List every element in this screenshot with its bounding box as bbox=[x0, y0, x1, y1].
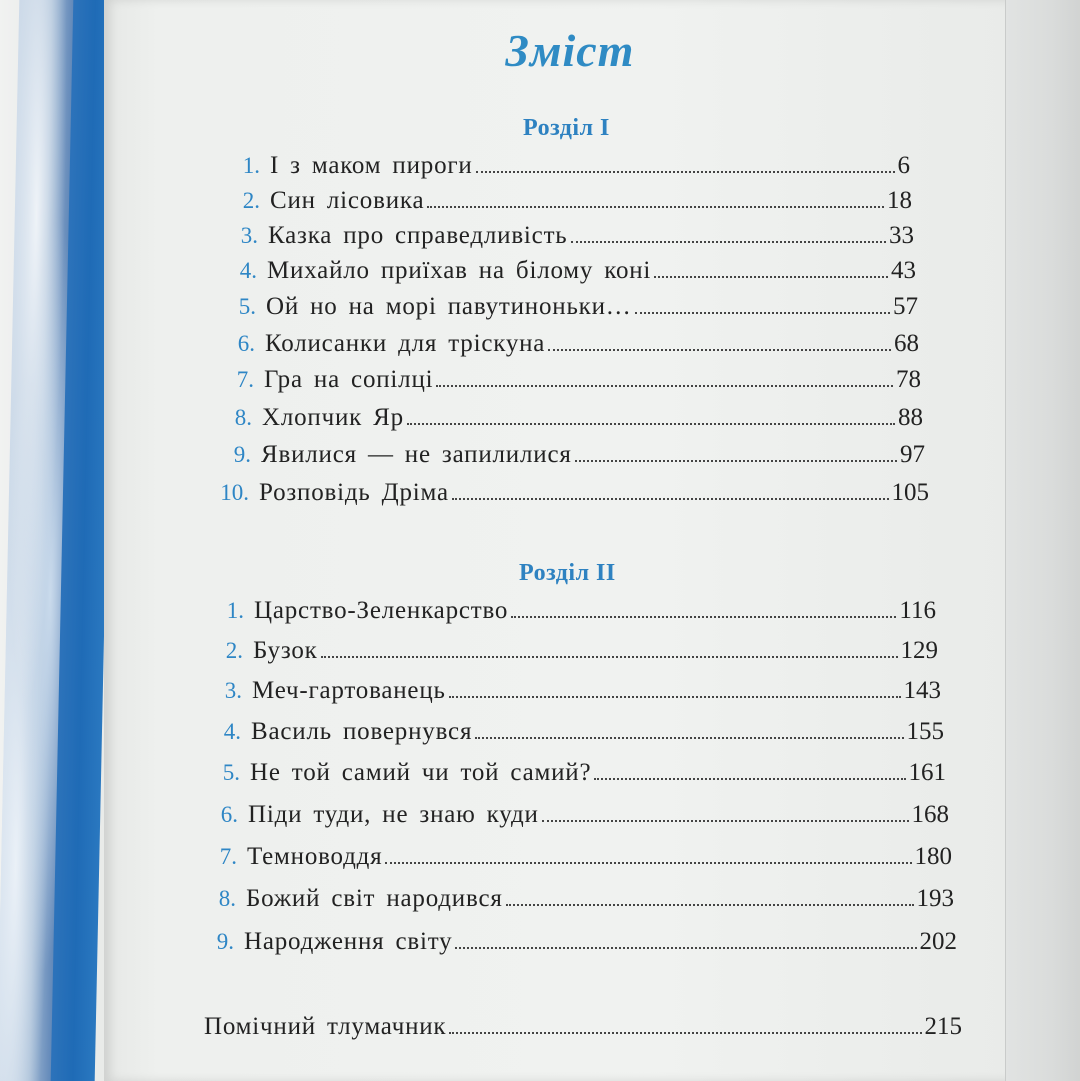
toc-item-title: Меч-гартованець bbox=[252, 677, 446, 704]
dot-leader bbox=[407, 422, 895, 425]
toc-item-page: 129 bbox=[900, 637, 938, 664]
dot-leader bbox=[449, 695, 901, 698]
toc-item-page: 78 bbox=[896, 366, 921, 393]
dot-leader bbox=[475, 736, 903, 739]
toc-item-page: 57 bbox=[893, 293, 918, 320]
dot-leader bbox=[455, 946, 916, 949]
toc-item-title: Син лісовика bbox=[270, 187, 425, 214]
toc-item-title: Явилися — не запилилися bbox=[261, 441, 572, 468]
dot-leader bbox=[654, 275, 888, 278]
glossary-title: Помічний тлумачник bbox=[204, 1013, 447, 1040]
toc-item-number: 1. bbox=[226, 598, 244, 623]
toc-item[interactable] bbox=[205, 479, 929, 515]
toc-item-number: 1. bbox=[242, 153, 260, 178]
toc-item-title: Народження світу bbox=[244, 928, 453, 955]
toc-item[interactable] bbox=[214, 597, 936, 633]
glossary-page: 215 bbox=[924, 1013, 962, 1040]
dot-leader bbox=[542, 819, 909, 822]
toc-item-page: 43 bbox=[891, 257, 916, 284]
dot-leader bbox=[548, 348, 891, 351]
toc-item-number: 10. bbox=[220, 480, 249, 505]
toc-item[interactable] bbox=[220, 222, 914, 258]
toc-glossary[interactable] bbox=[204, 1013, 962, 1049]
toc-item-number: 9. bbox=[216, 929, 234, 954]
toc-item-title: Казка про справедливість bbox=[268, 222, 568, 249]
toc-item-title: Бузок bbox=[253, 637, 318, 664]
toc-item-number: 6. bbox=[220, 802, 238, 827]
dot-leader bbox=[476, 170, 895, 173]
dot-leader bbox=[506, 903, 914, 906]
toc-item-title: Розповідь Дріма bbox=[259, 479, 449, 506]
toc-item[interactable] bbox=[208, 801, 949, 837]
dot-leader bbox=[571, 240, 886, 243]
section-2-heading: Розділ II bbox=[519, 560, 616, 586]
toc-item-title: Гра на сопілці bbox=[264, 366, 434, 393]
toc-item[interactable] bbox=[212, 677, 941, 713]
toc-item[interactable] bbox=[222, 152, 910, 188]
toc-item-title: Піди туди, не знаю куди bbox=[248, 801, 539, 828]
toc-item-title: Темноводдя bbox=[247, 843, 383, 870]
dot-leader bbox=[452, 497, 889, 500]
toc-item-title: Царство-Зеленкарство bbox=[254, 597, 509, 624]
toc-item-page: 6 bbox=[897, 152, 910, 179]
dot-leader bbox=[511, 615, 896, 618]
dot-leader bbox=[575, 459, 897, 462]
dot-leader bbox=[594, 777, 905, 780]
toc-item-page: 161 bbox=[908, 759, 946, 786]
toc-item[interactable] bbox=[218, 293, 918, 329]
toc-item-page: 88 bbox=[898, 404, 923, 431]
toc-item-page: 155 bbox=[906, 718, 944, 745]
toc-item-page: 33 bbox=[889, 222, 914, 249]
dot-leader bbox=[635, 311, 890, 314]
toc-item[interactable] bbox=[211, 718, 944, 754]
toc-item[interactable] bbox=[213, 441, 925, 477]
page-title: Зміст bbox=[505, 25, 635, 76]
toc-item-number: 7. bbox=[236, 367, 254, 392]
toc-item-number: 8. bbox=[234, 405, 252, 430]
toc-item-number: 4. bbox=[223, 719, 241, 744]
dot-leader bbox=[427, 205, 884, 208]
toc-item[interactable] bbox=[216, 366, 921, 402]
toc-item-page: 18 bbox=[887, 187, 912, 214]
toc-item-title: І з маком пироги bbox=[270, 152, 473, 179]
toc-item-title: Михайло приїхав на білому коні bbox=[267, 257, 652, 284]
dot-leader bbox=[436, 384, 893, 387]
toc-item-page: 97 bbox=[900, 441, 925, 468]
toc-item-page: 180 bbox=[914, 843, 952, 870]
toc-item-page: 68 bbox=[894, 330, 919, 357]
toc-item-number: 2. bbox=[242, 188, 260, 213]
toc-item-number: 3. bbox=[224, 678, 242, 703]
right-page-edge bbox=[1005, 0, 1080, 1081]
toc-item-title: Не той самий чи той самий? bbox=[250, 759, 592, 786]
toc-item-title: Божий світ народився bbox=[246, 885, 503, 912]
toc-item-page: 116 bbox=[899, 597, 936, 624]
toc-item-page: 105 bbox=[891, 479, 929, 506]
toc-item-number: 6. bbox=[237, 331, 255, 356]
toc-item-number: 7. bbox=[219, 844, 237, 869]
toc-item[interactable] bbox=[204, 928, 957, 964]
dot-leader bbox=[321, 655, 898, 658]
toc-item-number: 5. bbox=[238, 294, 256, 319]
toc-item[interactable] bbox=[214, 404, 923, 440]
toc-item-title: Колисанки для тріскуна bbox=[265, 330, 546, 357]
dot-leader bbox=[385, 861, 911, 864]
toc-item-number: 8. bbox=[218, 886, 236, 911]
toc-item-title: Ой но на морі павутиноньки… bbox=[266, 293, 632, 320]
toc-item-number: 4. bbox=[239, 258, 257, 283]
toc-item[interactable] bbox=[219, 257, 916, 293]
toc-item-title: Василь повернувся bbox=[251, 718, 473, 745]
toc-item-page: 202 bbox=[919, 928, 957, 955]
toc-item-number: 9. bbox=[233, 442, 251, 467]
toc-item-title: Хлопчик Яр bbox=[262, 404, 404, 431]
dot-leader bbox=[449, 1031, 921, 1034]
toc-item[interactable] bbox=[213, 637, 938, 673]
toc-item[interactable] bbox=[222, 187, 912, 223]
toc-item[interactable] bbox=[206, 885, 954, 921]
toc-item-page: 168 bbox=[911, 801, 949, 828]
toc-item-page: 143 bbox=[903, 677, 941, 704]
toc-item[interactable] bbox=[207, 843, 952, 879]
toc-item-number: 3. bbox=[240, 223, 258, 248]
toc-item-number: 2. bbox=[225, 638, 243, 663]
section-1-heading: Розділ I bbox=[523, 115, 610, 141]
toc-item[interactable] bbox=[217, 330, 919, 366]
toc-item-page: 193 bbox=[916, 885, 954, 912]
toc-item[interactable] bbox=[210, 759, 946, 795]
toc-item-number: 5. bbox=[222, 760, 240, 785]
